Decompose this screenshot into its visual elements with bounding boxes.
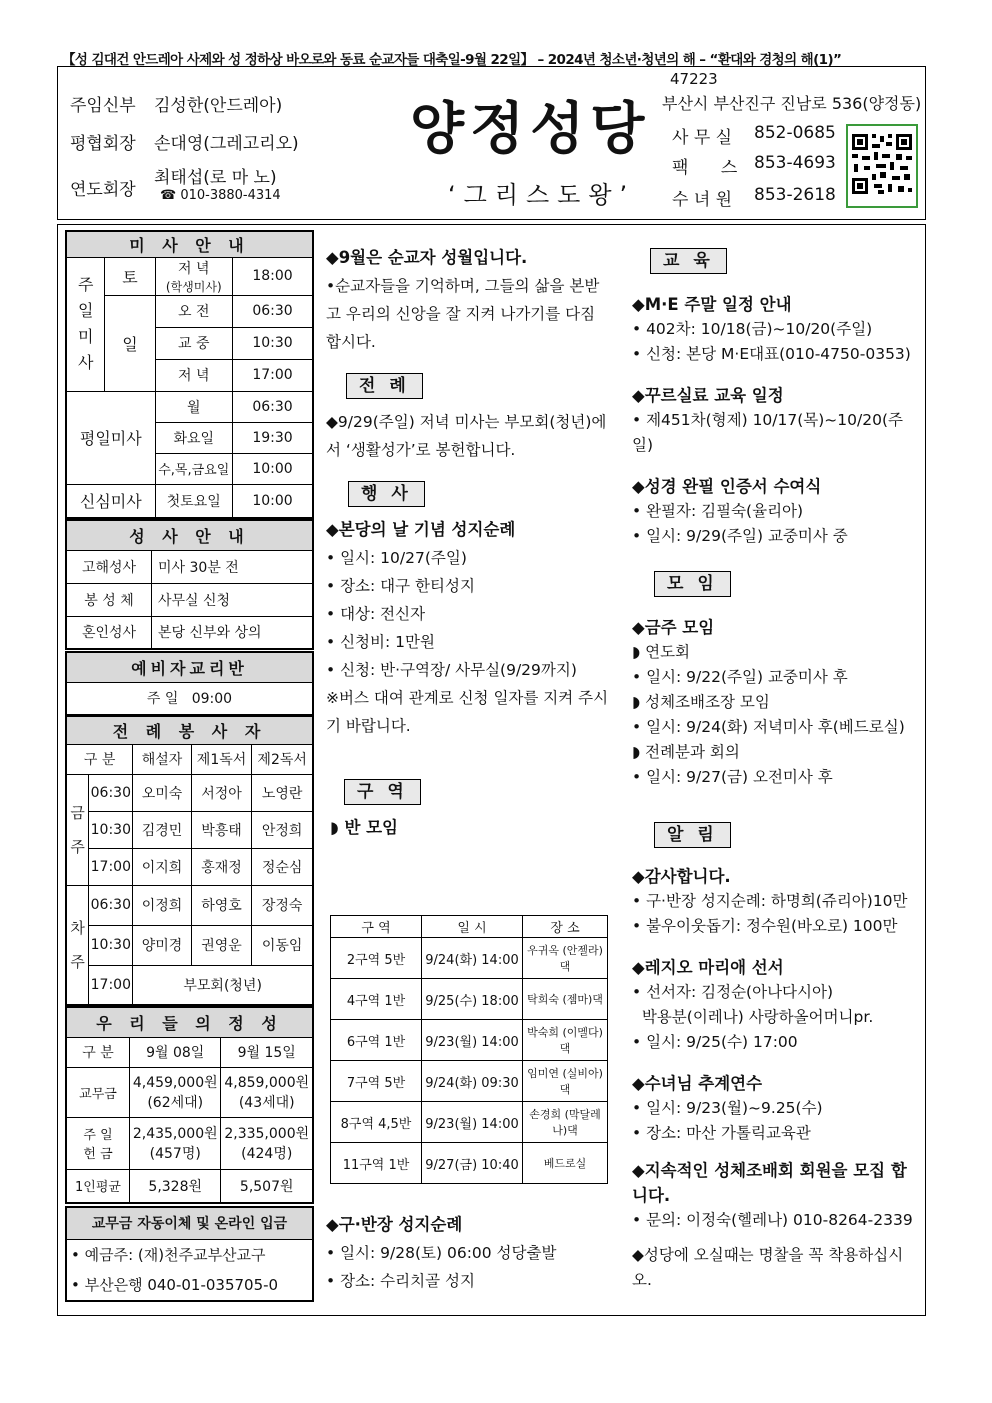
offering-header: 구 분 (66, 1037, 130, 1067)
offering-header: 9월 08일 (130, 1037, 221, 1067)
sun-mass-time: 10:30 (232, 327, 313, 359)
legio-item: • 일시: 9/25(수) 17:00 (632, 1033, 798, 1051)
minister-header: 해설자 (133, 744, 191, 774)
district-cell: 6구역 1반 (331, 1020, 422, 1061)
role-label: 평협회장 (70, 134, 136, 154)
postal-code: 47223 (670, 70, 718, 88)
offering-header: 9월 15일 (221, 1037, 313, 1067)
meeting-heading: ◆금주 모임 (632, 618, 715, 637)
bank-account: • 부산은행 040-01-035705-0 (71, 1275, 279, 1294)
role-name: 김성한(안드레아) (154, 96, 283, 116)
offering-name: 주 일 헌 금 (66, 1117, 130, 1169)
role-label: 주임신부 (70, 96, 136, 116)
district-cell: 7구역 5반 (331, 1061, 422, 1102)
bible-item: • 완필자: 김필숙(율리아) (632, 502, 804, 520)
minister-name: 양미경 (133, 925, 191, 965)
role-name: 최태섭(로 마 노) (154, 168, 277, 188)
event-item: • 신청비: 1만원 (326, 633, 435, 651)
minister-name: 노영란 (252, 774, 313, 811)
me-item: • 신청: 본당 M·E대표(010-4750-0353) (632, 345, 911, 363)
sun-mass-name: 저 녁 (155, 359, 232, 391)
final-note: ◆성당에 오실때는 명찰을 꼭 착용하십시오. (632, 1246, 904, 1289)
role-name: 손대영(그레고리오) (154, 134, 299, 154)
contact-label: 수 녀 원 (672, 190, 733, 210)
devotion-day: 첫토요일 (155, 484, 232, 518)
sat-label: 토 (105, 257, 155, 295)
offering-value: 2,435,000원 (457명) (130, 1117, 221, 1169)
event-item: • 대상: 전신자 (326, 605, 426, 623)
sacrament-table (65, 519, 314, 650)
sunday-label: 주일미사 (66, 257, 105, 391)
sacrament-value: 사무실 신청 (152, 583, 314, 616)
district-box: 구 역 (344, 779, 421, 805)
catechumen-title: 예비자교리반 (66, 652, 313, 682)
mass-table (65, 230, 314, 519)
minister-name: 이동임 (252, 925, 313, 965)
district-cell: 9/23(월) 14:00 (422, 1020, 523, 1061)
meeting-item: • 일시: 9/22(주일) 교중미사 후 (632, 668, 848, 686)
right-column (632, 248, 922, 1293)
liturgy-body: ◆9/29(주일) 저녁 미사는 부모회(청년)에서 ‘생활성가’로 봉헌합니다. (326, 413, 607, 459)
devotion-label: 신심미사 (66, 484, 155, 518)
thanks-heading: ◆감사합니다. (632, 867, 731, 886)
district-cell: 4구역 1반 (331, 979, 422, 1020)
minister-name: 이지희 (133, 848, 191, 885)
sacrament-name: 봉 성 체 (66, 583, 152, 616)
ministers-table (65, 715, 314, 1006)
sacrament-title: 성 사 안 내 (66, 520, 313, 550)
sacrament-value: 미사 30분 전 (152, 550, 314, 583)
bible-heading: ◆성경 완필 인증서 수여식 (632, 477, 822, 496)
minister-name: 정순심 (252, 848, 313, 885)
contact-label: 팩 스 (672, 158, 738, 178)
liturgy-box: 전 례 (346, 373, 423, 399)
qr-code[interactable] (846, 124, 918, 208)
event-item: • 일시: 10/27(주일) (326, 549, 467, 567)
next-week-label: 차주 (66, 885, 89, 1005)
minister-header: 제2독서 (252, 744, 313, 774)
meeting-item: • 일시: 9/24(화) 저녁미사 후(베드로실) (632, 718, 905, 736)
phone-text: ☎ 010-3880-4314 (160, 188, 281, 203)
nuns-item: • 장소: 마산 가톨릭교육관 (632, 1124, 811, 1142)
intro-body: •순교자들을 기억하며, 그들의 삶을 본받고 우리의 신앙을 잘 지켜 나가기를 다짐합시다. (326, 277, 600, 351)
adoration-heading: ◆지속적인 성체조배회 회원을 모집 합니다. (632, 1161, 907, 1205)
minister-name: 박흥태 (191, 811, 252, 848)
catechumen-time: 주 일 09:00 (66, 682, 313, 715)
nuns-item: • 일시: 9/23(월)~9.25(수) (632, 1099, 823, 1117)
offering-avg-label: 1인평균 (66, 1169, 130, 1203)
mass-title: 미 사 안 내 (66, 231, 313, 257)
district-cell: 임미연 (실비아)댁 (523, 1061, 608, 1102)
sun-mass-time: 17:00 (232, 359, 313, 391)
contact-value: 853-4693 (754, 153, 836, 173)
event-item: • 신청: 반·구역장/ 사무실(9/29까지) (326, 661, 577, 679)
bank-title: 교무금 자동이체 및 온라인 입금 (66, 1207, 313, 1239)
offering-value: 2,335,000원 (424명) (221, 1117, 313, 1169)
header-box (57, 66, 926, 220)
legio-heading: ◆레지오 마리애 선서 (632, 958, 784, 977)
contact-value: 852-0685 (754, 123, 836, 143)
church-title: 양정성당 (410, 96, 651, 162)
offering-table (65, 1006, 314, 1204)
district-heading: ◗ 반 모임 (330, 818, 398, 837)
minister-time: 17:00 (89, 965, 133, 1005)
thanks-item: • 불우이웃돕기: 정수원(바오로) 100만 (632, 917, 898, 935)
district-cell: 손경희 (막달레나)댁 (523, 1102, 608, 1143)
me-heading: ◆M·E 주말 일정 안내 (632, 295, 792, 314)
offering-value: 4,859,000원 (43세대) (221, 1067, 313, 1117)
weekday-name: 수,목,금요일 (155, 453, 232, 484)
meeting-item: ◗ 연도회 (632, 643, 691, 661)
event-box: 행 사 (348, 481, 425, 507)
minister-time: 06:30 (89, 774, 133, 811)
district-cell: 우귀옥 (안젤라)댁 (523, 938, 608, 979)
district-cell: 9/24(화) 14:00 (422, 938, 523, 979)
district-cell: 2구역 5반 (331, 938, 422, 979)
offering-avg: 5,328원 (130, 1169, 221, 1203)
pilgrim-item: • 일시: 9/28(토) 06:00 성당출발 (326, 1244, 557, 1262)
minister-group: 부모회(청년) (133, 965, 313, 1005)
legio-item: • 선서자: 김정순(아나다시아) (632, 983, 834, 1001)
offering-value: 4,459,000원 (62세대) (130, 1067, 221, 1117)
minister-name: 이정희 (133, 885, 191, 925)
weekday-name: 월 (155, 391, 232, 422)
district-cell: 베드로실 (523, 1143, 608, 1184)
weekday-label: 평일미사 (66, 391, 155, 484)
intro-heading: ◆9월은 순교자 성월입니다. (326, 248, 528, 267)
sacrament-name: 혼인성사 (66, 616, 152, 649)
pilgrim-heading: ◆구·반장 성지순례 (326, 1215, 463, 1234)
minister-name: 김경민 (133, 811, 191, 848)
meeting-box: 모 임 (654, 571, 731, 597)
middle-column (326, 244, 610, 842)
devotion-time: 10:00 (232, 484, 313, 518)
district-header: 일 시 (422, 916, 523, 938)
minister-header: 제1독서 (191, 744, 252, 774)
me-item: • 402차: 10/18(금)~10/20(주일) (632, 320, 873, 338)
address: 부산시 부산진구 진남로 536(양정동) (662, 94, 922, 113)
offering-avg: 5,507원 (221, 1169, 313, 1203)
district-cell: 8구역 4,5반 (331, 1102, 422, 1143)
meeting-item: ◗ 전례분과 회의 (632, 743, 740, 761)
sun-mass-time: 06:30 (232, 295, 313, 327)
minister-name: 안정희 (252, 811, 313, 848)
cursillo-heading: ◆꾸르실료 교육 일정 (632, 386, 784, 405)
minister-name: 권영운 (191, 925, 252, 965)
offering-name: 교무금 (66, 1067, 130, 1117)
pilgrim-item: • 장소: 수리치골 성지 (326, 1272, 475, 1290)
district-table (330, 915, 608, 1184)
minister-name: 홍재정 (191, 848, 252, 885)
bank-holder: • 예금주: (재)천주교부산교구 (71, 1245, 266, 1264)
district-header: 구 역 (331, 916, 422, 938)
top-feast-line: 【성 김대건 안드레아 사제와 성 정하상 바오로와 동료 순교자들 대축일-9월 22일】 – 2024년 청소년·청년의 해 – “환대와 경청의 해(1)” (62, 52, 842, 68)
bank-info (66, 1239, 313, 1301)
minister-name: 장정숙 (252, 885, 313, 925)
role-label: 연도회장 (70, 180, 136, 200)
district-cell: 박숙희 (이멜다)댁 (523, 1020, 608, 1061)
weekday-time: 10:00 (232, 453, 313, 484)
meeting-item: • 일시: 9/27(금) 오전미사 후 (632, 768, 833, 786)
event-item: • 장소: 대구 한티성지 (326, 577, 475, 595)
bible-item: • 일시: 9/29(주일) 교중미사 중 (632, 527, 848, 545)
district-cell: 9/27(금) 10:40 (422, 1143, 523, 1184)
sun-label: 일 (105, 295, 155, 391)
sacrament-name: 고해성사 (66, 550, 152, 583)
ministers-title: 전 례 봉 사 자 (66, 716, 313, 744)
weekday-name: 화요일 (155, 422, 232, 453)
sat-time: 18:00 (232, 257, 313, 295)
minister-time: 17:00 (89, 848, 133, 885)
district-cell: 탁희숙 (젬마)댁 (523, 979, 608, 1020)
event-heading: ◆본당의 날 기념 성지순례 (326, 520, 516, 539)
minister-header: 구 분 (66, 744, 133, 774)
district-cell: 9/23(월) 14:00 (422, 1102, 523, 1143)
weekday-time: 19:30 (232, 422, 313, 453)
catechumen-table (65, 651, 314, 716)
adoration-item: • 문의: 이정숙(헬레나) 010-8264-2339 (632, 1211, 913, 1229)
meeting-item: ◗ 성체조배조장 모임 (632, 693, 770, 711)
education-box: 교 육 (650, 248, 727, 274)
minister-name: 서정아 (191, 774, 252, 811)
sun-mass-name: 오 전 (155, 295, 232, 327)
thanks-item: • 구·반장 성지순례: 하명희(쥬리아)10만 (632, 892, 908, 910)
minister-name: 오미숙 (133, 774, 191, 811)
cursillo-item: • 제451차(형제) 10/17(목)~10/20(주일) (632, 411, 903, 454)
district-cell: 11구역 1반 (331, 1143, 422, 1184)
event-note: ※버스 대여 관계로 신청 일자를 지켜 주시기 바랍니다. (326, 689, 609, 735)
minister-time: 06:30 (89, 885, 133, 925)
offering-title: 우 리 들 의 정 성 (66, 1007, 313, 1037)
minister-time: 10:30 (89, 925, 133, 965)
pilgrim-section (326, 1211, 610, 1295)
contact-label: 사 무 실 (672, 128, 733, 148)
sat-mass: 저 녁 (학생미사) (155, 257, 232, 295)
sun-mass-name: 교 중 (155, 327, 232, 359)
nuns-heading: ◆수녀님 추계연수 (632, 1074, 763, 1093)
bank-table (65, 1206, 314, 1302)
this-week-label: 금주 (66, 774, 89, 885)
minister-time: 10:30 (89, 811, 133, 848)
district-cell: 9/24(화) 09:30 (422, 1061, 523, 1102)
minister-name: 하영호 (191, 885, 252, 925)
district-cell: 9/25(수) 18:00 (422, 979, 523, 1020)
district-header: 장 소 (523, 916, 608, 938)
notice-box: 알 림 (654, 822, 731, 848)
contact-value: 853-2618 (754, 185, 836, 205)
sacrament-value: 본당 신부와 상의 (152, 616, 314, 649)
church-subtitle: ‘그리스도왕’ (448, 181, 636, 209)
weekday-time: 06:30 (232, 391, 313, 422)
legio-item: 박용분(이레나) 사랑하올어머니pr. (632, 1008, 874, 1026)
